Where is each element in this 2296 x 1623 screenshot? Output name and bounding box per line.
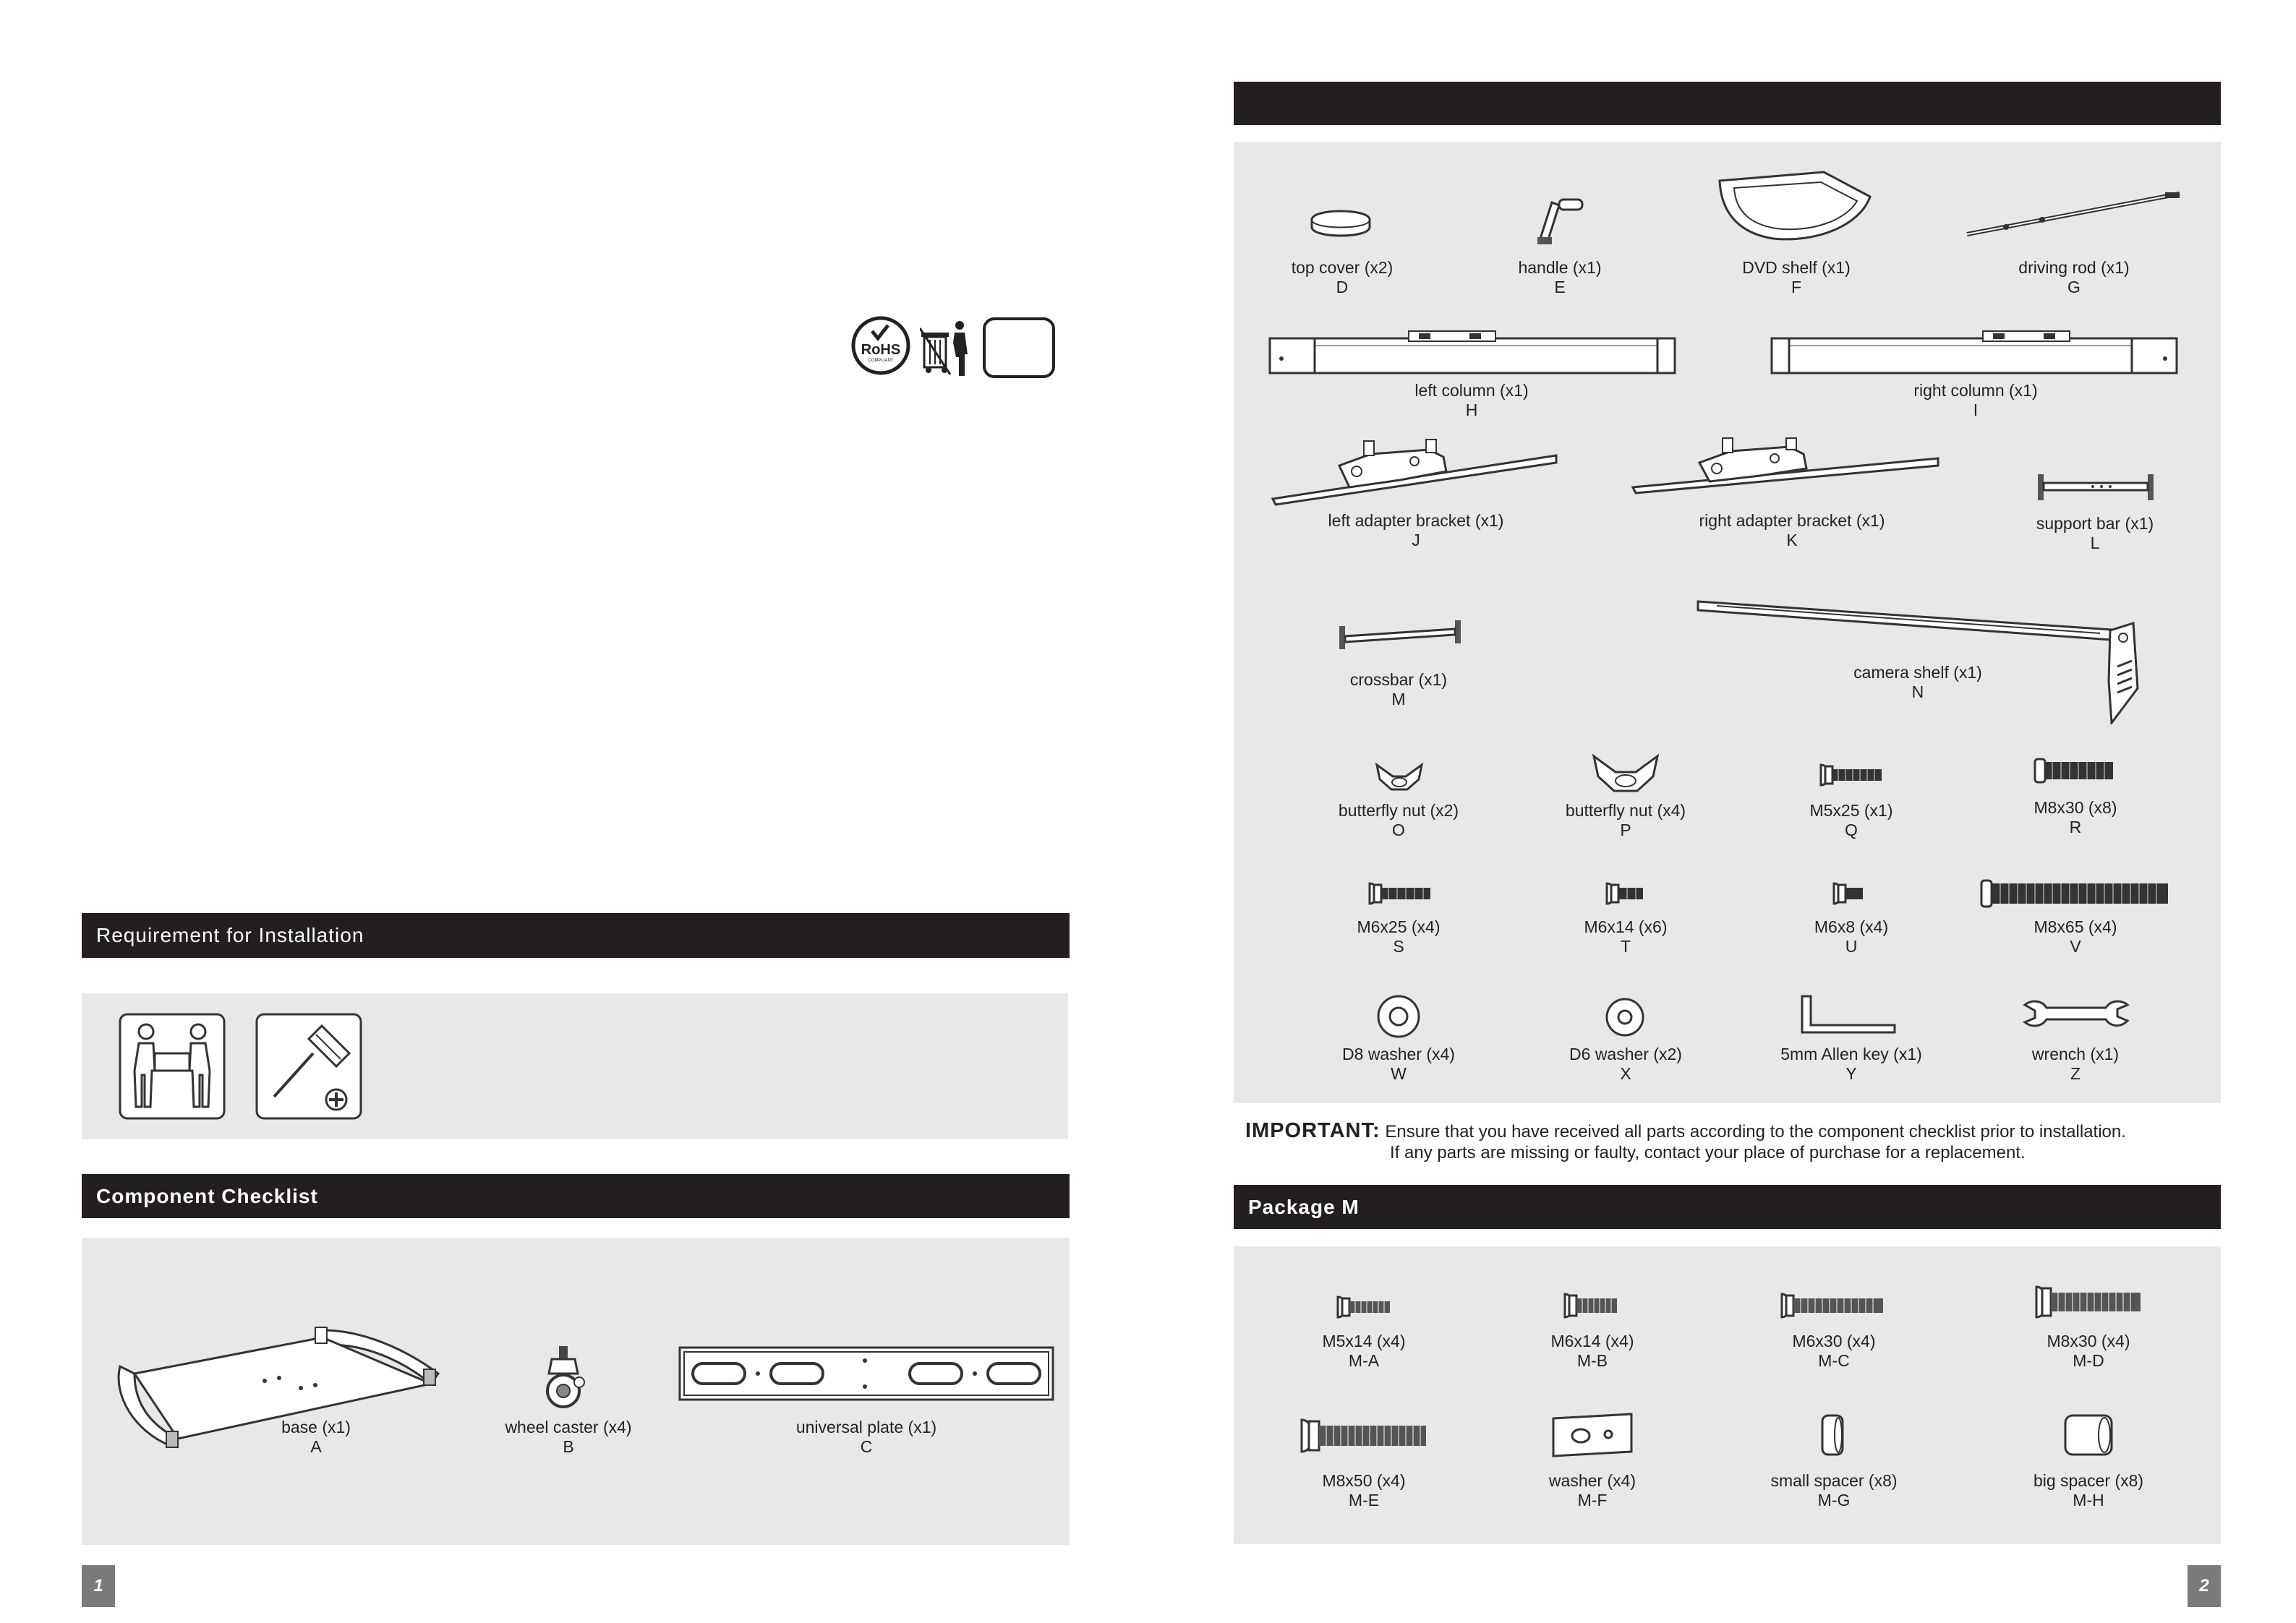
- screwdriver-icon: [255, 1013, 362, 1120]
- part-label: butterfly nut (x2): [1338, 801, 1459, 820]
- part-m-c: [1792, 1332, 1875, 1370]
- part-label: M6x8 (x4): [1814, 917, 1889, 936]
- part-left-adapter-bracket: [1328, 511, 1504, 549]
- part-code: P: [1620, 821, 1631, 839]
- part-code: Z: [2070, 1064, 2081, 1083]
- part-right-column: [1913, 381, 2037, 419]
- part-base: [281, 1418, 351, 1456]
- part-code: E: [1554, 278, 1566, 296]
- part-m-h: [2033, 1471, 2143, 1509]
- part-m-f: [1549, 1471, 1636, 1509]
- rohs-icon: [850, 315, 911, 376]
- part-label: M6x14 (x6): [1584, 917, 1668, 936]
- part-code: M-G: [1817, 1491, 1851, 1509]
- part-m8x30: [2033, 798, 2117, 836]
- handle-illustration: [1530, 195, 1588, 247]
- part-code: S: [1393, 937, 1404, 956]
- camera-shelf-illustration: [1695, 594, 2139, 724]
- small-spacer-icon: [1818, 1411, 1847, 1459]
- part-code: B: [563, 1437, 574, 1456]
- part-d6-washer: [1569, 1045, 1682, 1083]
- butterfly-nut-small-icon: [1374, 761, 1425, 794]
- requirement-panel: [82, 993, 1068, 1139]
- part-label: camera shelf (x1): [1853, 663, 1982, 682]
- rohs-sub-text: COMPLIANT: [868, 359, 894, 363]
- bolt-m5x14-icon: [1335, 1294, 1393, 1320]
- bolt-m6x25-icon: [1367, 881, 1433, 907]
- part-code: C: [860, 1437, 873, 1456]
- part-code: D: [1336, 278, 1349, 296]
- bolt-m6x30-icon: [1779, 1291, 1886, 1320]
- support-bar-illustration: [2035, 471, 2156, 503]
- package-m-header-bar: [1234, 1185, 2221, 1229]
- part-code: M-H: [2073, 1491, 2104, 1509]
- washer-plate-icon: [1549, 1411, 1636, 1459]
- left-adapter-bracket-illustration: [1270, 437, 1559, 506]
- package-m-header-title: Package M: [1248, 1195, 1360, 1218]
- part-label: right adapter bracket (x1): [1699, 511, 1885, 530]
- bolt-m6x14-pkg-icon: [1562, 1291, 1620, 1320]
- part-universal-plate: [796, 1418, 936, 1456]
- right-top-bar: [1234, 82, 2221, 125]
- part-label: small spacer (x8): [1770, 1471, 1898, 1490]
- part-label: big spacer (x8): [2033, 1471, 2144, 1490]
- part-label: M6x25 (x4): [1357, 917, 1441, 936]
- base-illustration: [106, 1323, 453, 1453]
- part-handle: [1518, 258, 1601, 296]
- part-code: M-B: [1576, 1351, 1608, 1370]
- requirement-header-title: Requirement for Installation: [96, 924, 364, 946]
- wrench-icon: [2022, 998, 2130, 1031]
- part-label: left adapter bracket (x1): [1328, 511, 1504, 530]
- universal-plate-illustration: [678, 1346, 1054, 1401]
- important-line-1: Ensure that you have received all parts according to the component checklist prior to installation.: [1385, 1122, 2126, 1142]
- part-label: support bar (x1): [2036, 514, 2154, 533]
- part-butterfly-nut-o: [1339, 801, 1459, 839]
- important-line-2: If any parts are missing or faulty, contact your place of purchase for a replacement.: [1390, 1143, 2026, 1162]
- part-m6x25: [1357, 917, 1440, 956]
- part-label: D6 washer (x2): [1569, 1045, 1682, 1063]
- driving-rod-illustration: [1963, 188, 2184, 240]
- part-code: Y: [1845, 1064, 1857, 1083]
- part-code: U: [1845, 937, 1858, 956]
- part-left-column: [1414, 381, 1528, 419]
- checklist-header-bar: [82, 1174, 1070, 1218]
- part-code: N: [1911, 682, 1924, 701]
- page-number-right: 2: [2188, 1565, 2221, 1607]
- part-wrench: [2032, 1045, 2119, 1083]
- part-label: driving rod (x1): [2018, 258, 2130, 277]
- page-number-left: 1: [82, 1565, 115, 1607]
- part-code: L: [2090, 534, 2100, 552]
- part-butterfly-nut-p: [1566, 801, 1686, 839]
- butterfly-nut-large-icon: [1591, 753, 1660, 795]
- left-column-illustration: [1267, 327, 1678, 379]
- part-label: wrench (x1): [2031, 1045, 2120, 1063]
- part-crossbar: [1350, 670, 1447, 708]
- d8-washer-icon: [1375, 993, 1422, 1040]
- d6-washer-icon: [1604, 996, 1646, 1038]
- part-label: D8 washer (x4): [1342, 1045, 1455, 1063]
- part-code: R: [2069, 818, 2082, 836]
- part-label: DVD shelf (x1): [1742, 258, 1851, 277]
- part-wheel-caster: [505, 1418, 631, 1456]
- part-allen-key: [1780, 1045, 1922, 1083]
- part-m-a: [1322, 1332, 1405, 1370]
- important-label: IMPORTANT:: [1245, 1119, 1380, 1142]
- part-label: M8x65 (x4): [2033, 917, 2117, 936]
- part-code: H: [1465, 401, 1478, 419]
- part-dvd-shelf: [1742, 258, 1851, 296]
- two-person-lift-icon: [119, 1013, 226, 1120]
- part-code: V: [2070, 937, 2081, 956]
- part-m-d: [2047, 1332, 2130, 1370]
- part-code: T: [1620, 937, 1631, 956]
- part-m-g: [1770, 1471, 1897, 1509]
- part-m-e: [1322, 1471, 1405, 1509]
- part-label: right column (x1): [1913, 381, 2038, 400]
- part-m-b: [1550, 1332, 1634, 1370]
- part-code: M-E: [1348, 1491, 1380, 1509]
- part-label: M8x30 (x4): [2047, 1332, 2130, 1350]
- part-code: A: [310, 1437, 322, 1456]
- part-label: butterfly nut (x4): [1565, 801, 1686, 820]
- part-label: universal plate (x1): [795, 1418, 937, 1436]
- important-note: [1245, 1121, 2126, 1163]
- part-camera-shelf: [1853, 663, 1982, 701]
- part-label: base (x1): [281, 1418, 351, 1436]
- part-label: M6x14 (x4): [1550, 1332, 1634, 1350]
- part-label: washer (x4): [1548, 1471, 1636, 1490]
- bolt-m8x30-pkg-icon: [2033, 1284, 2143, 1320]
- part-m8x65: [2033, 917, 2117, 956]
- right-adapter-bracket-illustration: [1630, 437, 1941, 494]
- part-label: M8x30 (x8): [2033, 798, 2117, 817]
- bolt-m6x14-icon: [1604, 881, 1646, 907]
- blank-mark-icon: [982, 317, 1056, 379]
- wheel-caster-illustration: [539, 1345, 589, 1417]
- part-code: M: [1391, 690, 1406, 708]
- part-label: handle (x1): [1518, 258, 1602, 277]
- crossbar-illustration: [1338, 619, 1462, 651]
- part-code: J: [1412, 531, 1420, 549]
- part-code: M-F: [1577, 1491, 1608, 1509]
- part-support-bar: [2036, 514, 2154, 552]
- part-code: W: [1391, 1064, 1407, 1083]
- top-cover-illustration: [1307, 205, 1374, 241]
- part-right-adapter-bracket: [1699, 511, 1885, 549]
- part-code: M-D: [2073, 1351, 2104, 1370]
- part-m6x14: [1584, 917, 1667, 956]
- part-label: 5mm Allen key (x1): [1780, 1045, 1922, 1063]
- part-label: left column (x1): [1414, 381, 1529, 400]
- part-code: M-A: [1348, 1351, 1380, 1370]
- bolt-m5x25-icon: [1818, 762, 1885, 788]
- part-code: Q: [1845, 821, 1858, 839]
- part-label: M8x50 (x4): [1322, 1471, 1406, 1490]
- part-code: G: [2067, 278, 2081, 296]
- part-label: M5x25 (x1): [1809, 801, 1893, 820]
- part-code: K: [1786, 531, 1798, 549]
- rohs-text: RoHS: [861, 342, 901, 358]
- bolt-m8x30-icon: [2032, 756, 2116, 785]
- allen-key-icon: [1799, 993, 1898, 1035]
- requirement-header-bar: [82, 913, 1070, 958]
- part-label: wheel caster (x4): [505, 1418, 632, 1436]
- big-spacer-icon: [2061, 1411, 2116, 1459]
- right-column-illustration: [1769, 327, 2180, 379]
- bolt-m6x8-icon: [1831, 881, 1866, 907]
- part-label: top cover (x2): [1291, 258, 1394, 277]
- weee-bin-icon: [920, 318, 972, 377]
- bolt-m8x50-icon: [1299, 1417, 1429, 1455]
- part-code: M-C: [1818, 1351, 1850, 1370]
- part-label: M6x30 (x4): [1792, 1332, 1876, 1350]
- part-code: O: [1392, 821, 1405, 839]
- part-label: crossbar (x1): [1349, 670, 1448, 689]
- part-m6x8: [1814, 917, 1888, 956]
- part-driving-rod: [2018, 258, 2129, 296]
- part-m5x25: [1809, 801, 1892, 839]
- part-code: X: [1620, 1064, 1631, 1083]
- dvd-shelf-illustration: [1715, 168, 1874, 247]
- part-label: M5x14 (x4): [1322, 1332, 1406, 1350]
- part-d8-washer: [1342, 1045, 1455, 1083]
- part-code: I: [1973, 401, 1979, 419]
- part-top-cover: [1292, 258, 1394, 296]
- checklist-header-title: Component Checklist: [96, 1184, 318, 1207]
- part-code: F: [1791, 278, 1802, 296]
- bolt-m8x65-icon: [1979, 878, 2171, 909]
